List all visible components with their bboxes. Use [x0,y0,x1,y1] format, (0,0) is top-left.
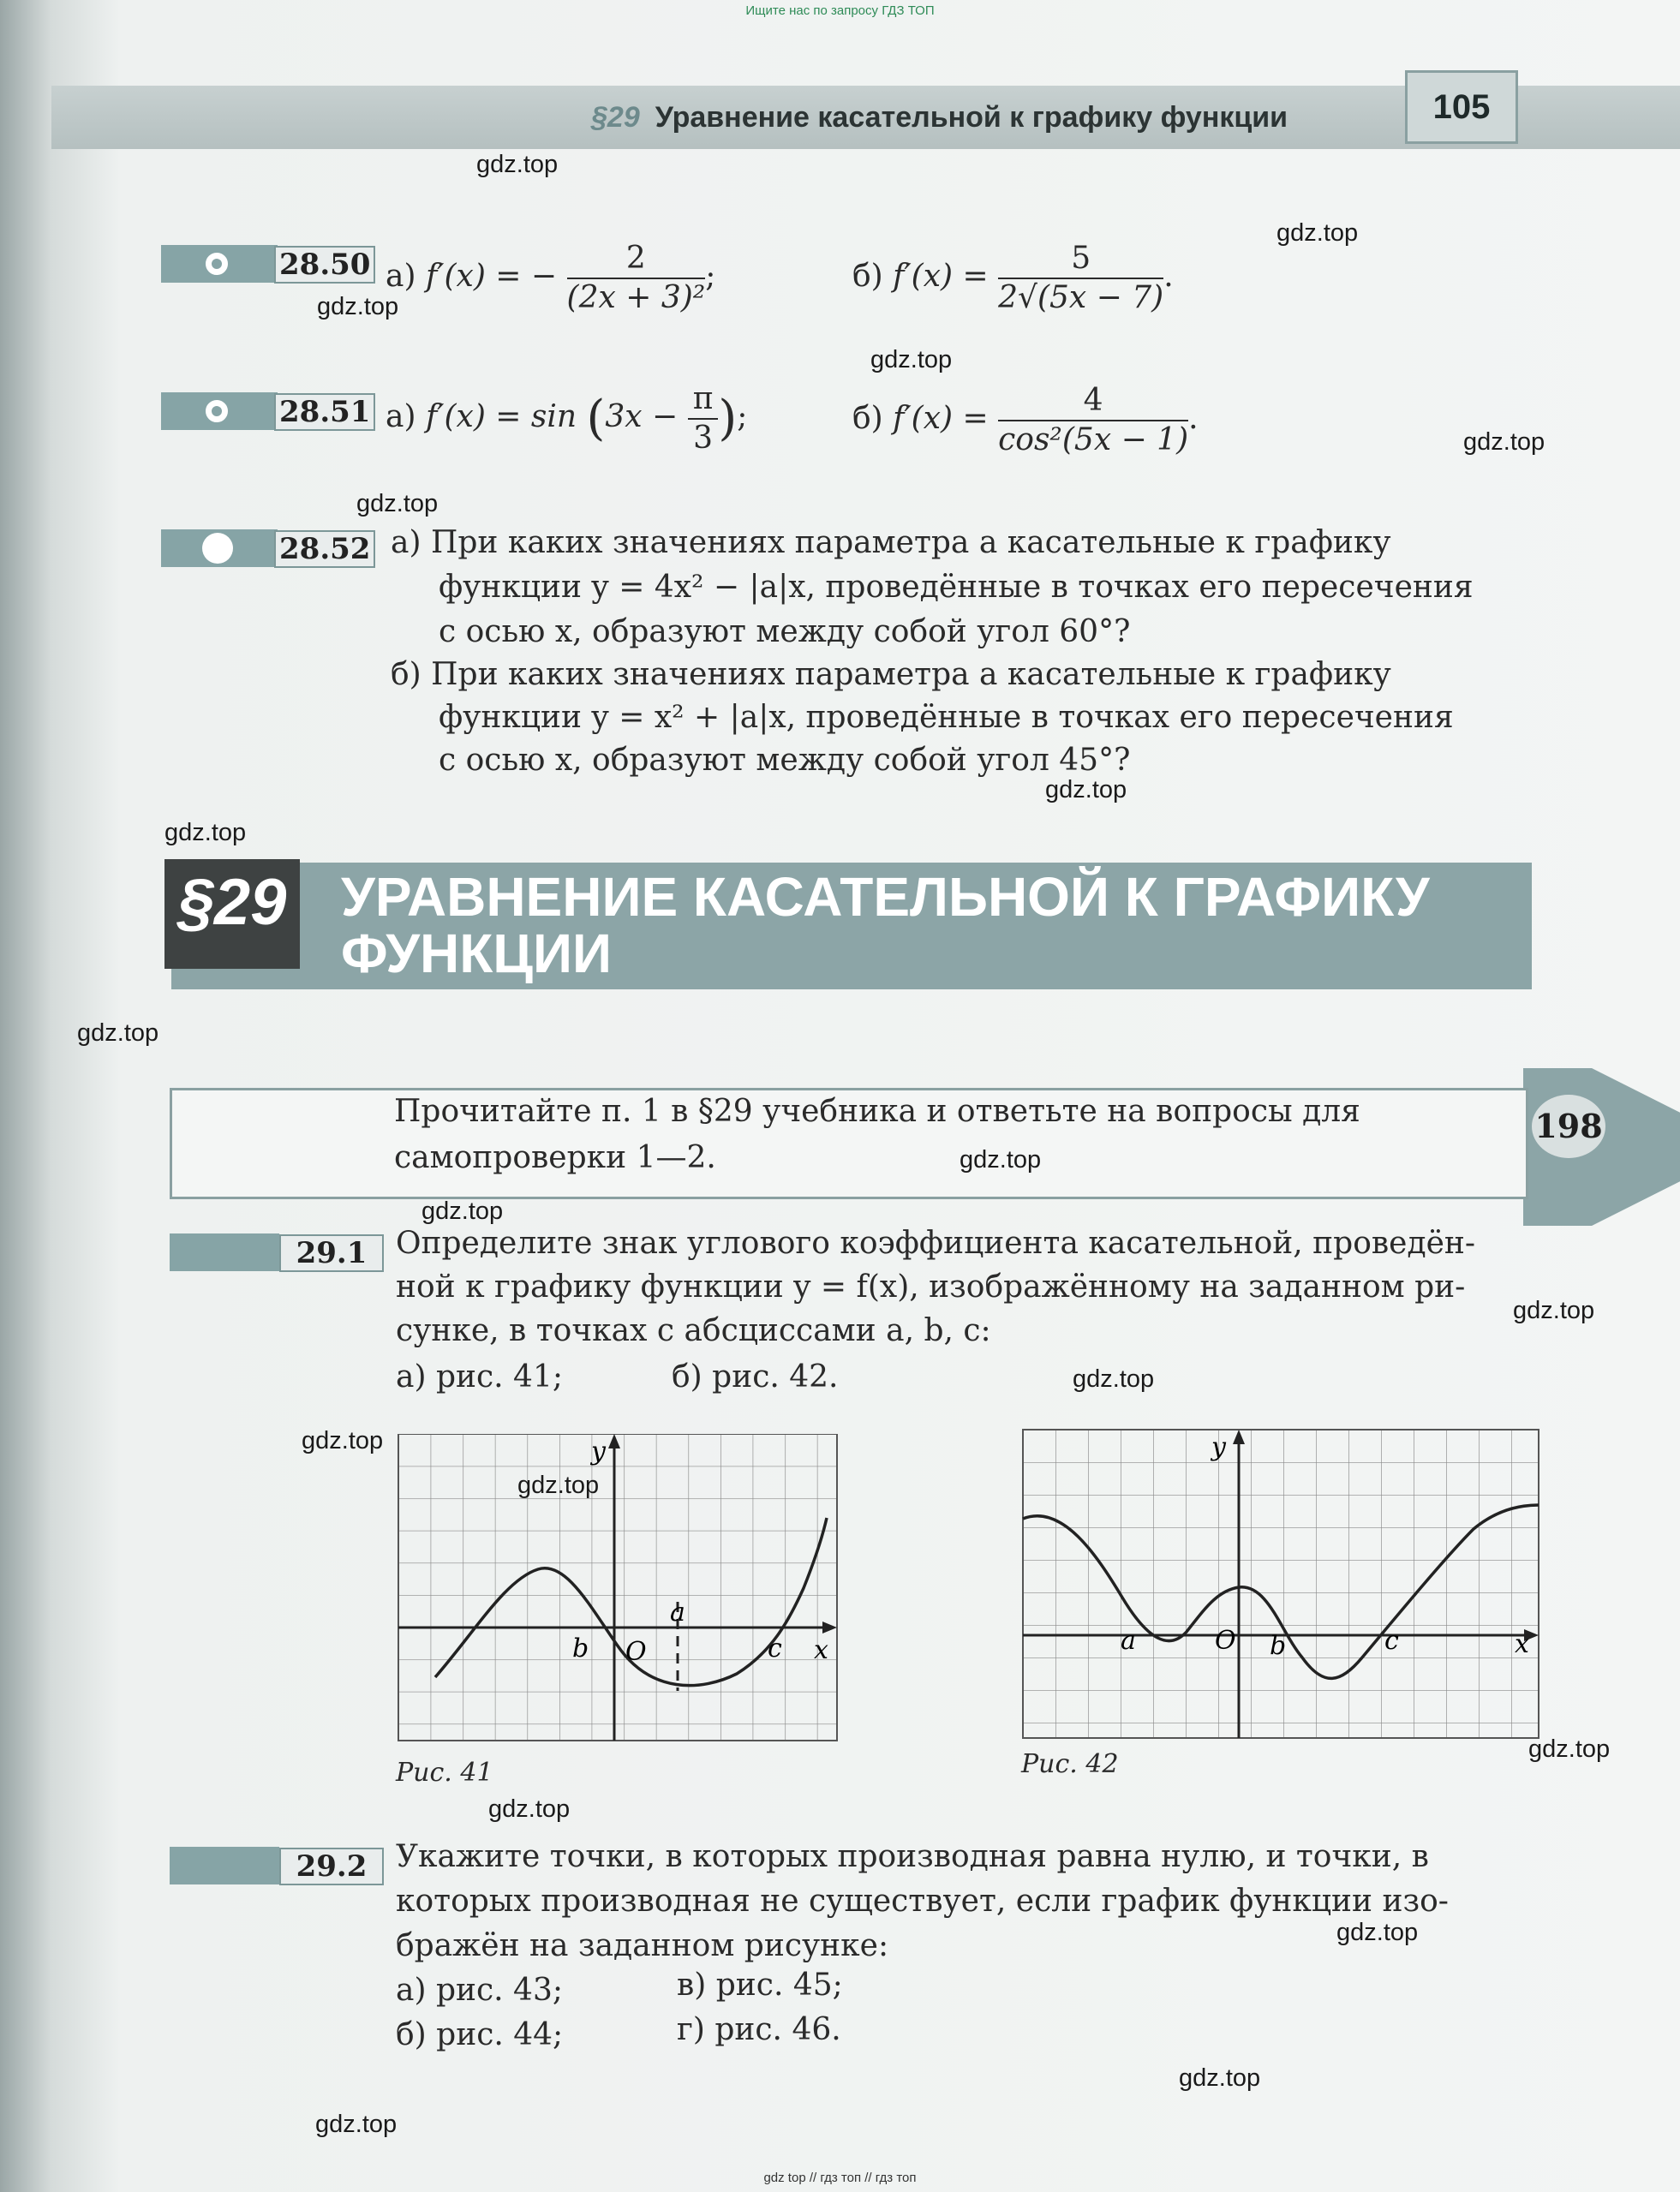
option-label: а) [386,259,416,294]
open-circle-icon [206,253,228,275]
denominator: 2√(5x − 7) [998,280,1164,315]
watermark: gdz.top [488,1795,571,1823]
section-number: §29 [177,866,287,939]
problem-28-52-a-line3: с осью x, образуют между собой угол 60°? [439,614,1131,649]
numerator: 2 [567,240,706,279]
formula-lhs: f′(x) = sin [425,399,577,434]
read-instruction-line2: самопроверки 1—2. [394,1140,716,1175]
problem-29-1-line3: сунке, в точках с абсциссами a, b, c: [396,1313,991,1348]
problem-number: 29.1 [279,1234,384,1272]
watermark: gdz.top [1276,219,1359,247]
watermark: gdz.top [1336,1919,1419,1946]
problem-28-51-b [852,382,1199,459]
formula-lhs: f′(x) = [893,259,989,294]
watermark: gdz.top [960,1146,1042,1174]
label-b: b [1270,1631,1287,1661]
problem-28-52-a-line1: а) При каких значениях параметра a касательные к графику [391,525,1391,560]
left-paren: ( [586,391,606,446]
problem-28-52-a-line2: функции y = 4x² − |a|x, проведённые в точках его пересечения [439,570,1474,605]
label-x: x [814,1635,828,1665]
fraction [688,380,719,457]
watermark: gdz.top [476,151,559,178]
problem-29-2-option-g: г) рис. 46. [677,2012,841,2047]
formula-arg: 3x − [605,399,679,434]
denominator: 3 [693,421,713,456]
watermark: gdz.top [1073,1365,1155,1393]
label-origin: O [1215,1626,1236,1656]
section-title-line2: ФУНКЦИИ [341,923,613,984]
punctuation: . [1163,259,1174,294]
difficulty-marker [170,1847,279,1884]
label-a: a [670,1598,685,1628]
punctuation: ; [705,259,716,294]
watermark: gdz.top [315,2111,398,2138]
filled-circle-icon [202,533,233,564]
label-c: c [1384,1626,1399,1656]
watermark: gdz.top [870,346,953,373]
watermark: gdz.top [1045,776,1127,803]
problem-29-2-option-v: в) рис. 45; [677,1968,843,2003]
watermark: gdz.top [1179,2064,1261,2092]
page-number: 105 [1405,70,1518,144]
watermark: gdz.top [517,1472,600,1499]
label-y: y [591,1436,606,1466]
formula-lhs: f′(x) = − [425,259,558,294]
footer-note: gdz top // гдз топ // гдз топ [763,2171,917,2185]
figure-42 [1019,1426,1542,1743]
grid [398,1434,837,1741]
label-c: c [768,1634,782,1663]
problem-28-50-b [852,240,1174,317]
option-label: б) [852,401,883,436]
header-section-number: §29 [591,101,640,134]
problem-28-51-a [386,380,747,457]
fraction [998,382,1188,459]
watermark: gdz.top [164,819,247,846]
option-label: б) [852,259,883,294]
problem-29-2-line3: бражён на заданном рисунке: [396,1928,889,1963]
right-paren: ) [718,391,738,446]
problem-29-2-option-a: а) рис. 43; [396,1973,563,2008]
arrow-right-icon [1592,1068,1680,1226]
label-origin: O [625,1637,647,1667]
numerator: 4 [998,382,1188,421]
label-a: a [1121,1626,1136,1656]
watermark: gdz.top [356,490,439,517]
watermark: gdz.top [77,1019,159,1047]
difficulty-marker [170,1233,279,1271]
problem-28-52-b-line2: функции y = x² + |a|x, проведённые в точках его пересечения [439,700,1454,735]
watermark: gdz.top [302,1427,384,1454]
open-circle-icon [206,400,228,422]
watermark: gdz.top [317,293,399,320]
running-header-title [591,101,1288,134]
problem-number: 28.52 [274,530,375,568]
header-title: Уравнение касательной к графику функции [655,101,1288,134]
problem-29-2-option-b: б) рис. 44; [396,2017,564,2052]
figure-42-caption: Рис. 42 [1021,1749,1119,1779]
formula-lhs: f′(x) = [893,401,989,436]
label-y: y [1211,1432,1226,1462]
watermark: gdz.top [1513,1297,1595,1324]
numerator: 5 [998,240,1163,279]
grid [1023,1430,1539,1738]
problem-29-2-line2: которых производная не существует, если график функции изо- [396,1884,1449,1919]
problem-28-52-b-line1: б) При каких значениях параметра a касательные к графику [391,657,1391,692]
problem-29-2-line1: Укажите точки, в которых производная равна нулю, и точки, в [396,1839,1429,1874]
top-note: Ищите нас по запросу ГДЗ ТОП [745,3,935,18]
problem-29-1-line1: Определите знак углового коэффициента касательной, проведён- [396,1226,1476,1261]
numerator: π [688,380,719,420]
problem-28-52-b-line3: с осью x, образуют между собой угол 45°? [439,743,1131,778]
watermark: gdz.top [1528,1735,1611,1763]
figure-41 [394,1434,840,1744]
punctuation: . [1188,401,1199,436]
textbook-page-badge: 198 [1532,1095,1605,1158]
fraction [567,240,706,317]
figure-41-caption: Рис. 41 [396,1758,493,1788]
problem-29-1-line2: ной к графику функции y = f(x), изображённому на заданном ри- [396,1269,1466,1305]
denominator: (2x + 3)² [566,280,706,315]
section-title [341,866,1430,984]
label-b: b [572,1634,589,1663]
problem-number: 28.50 [274,246,375,284]
punctuation: ; [737,399,748,434]
option-label: а) [386,399,416,434]
problem-number: 28.51 [274,393,375,431]
watermark: gdz.top [421,1198,504,1225]
watermark: gdz.top [1463,428,1545,456]
section-title-line1: УРАВНЕНИЕ КАСАТЕЛЬНОЙ К ГРАФИКУ [341,866,1430,928]
label-x: x [1515,1629,1529,1659]
read-instruction-line1: Прочитайте п. 1 в §29 учебника и ответьте на вопросы для [394,1094,1360,1129]
problem-29-1-option-a: а) рис. 41; [396,1359,563,1395]
problem-29-1-option-b: б) рис. 42. [672,1359,839,1395]
denominator: cos²(5x − 1) [998,422,1189,457]
fraction [998,240,1163,317]
problem-number: 29.2 [279,1848,384,1885]
problem-28-50-a [386,240,715,317]
